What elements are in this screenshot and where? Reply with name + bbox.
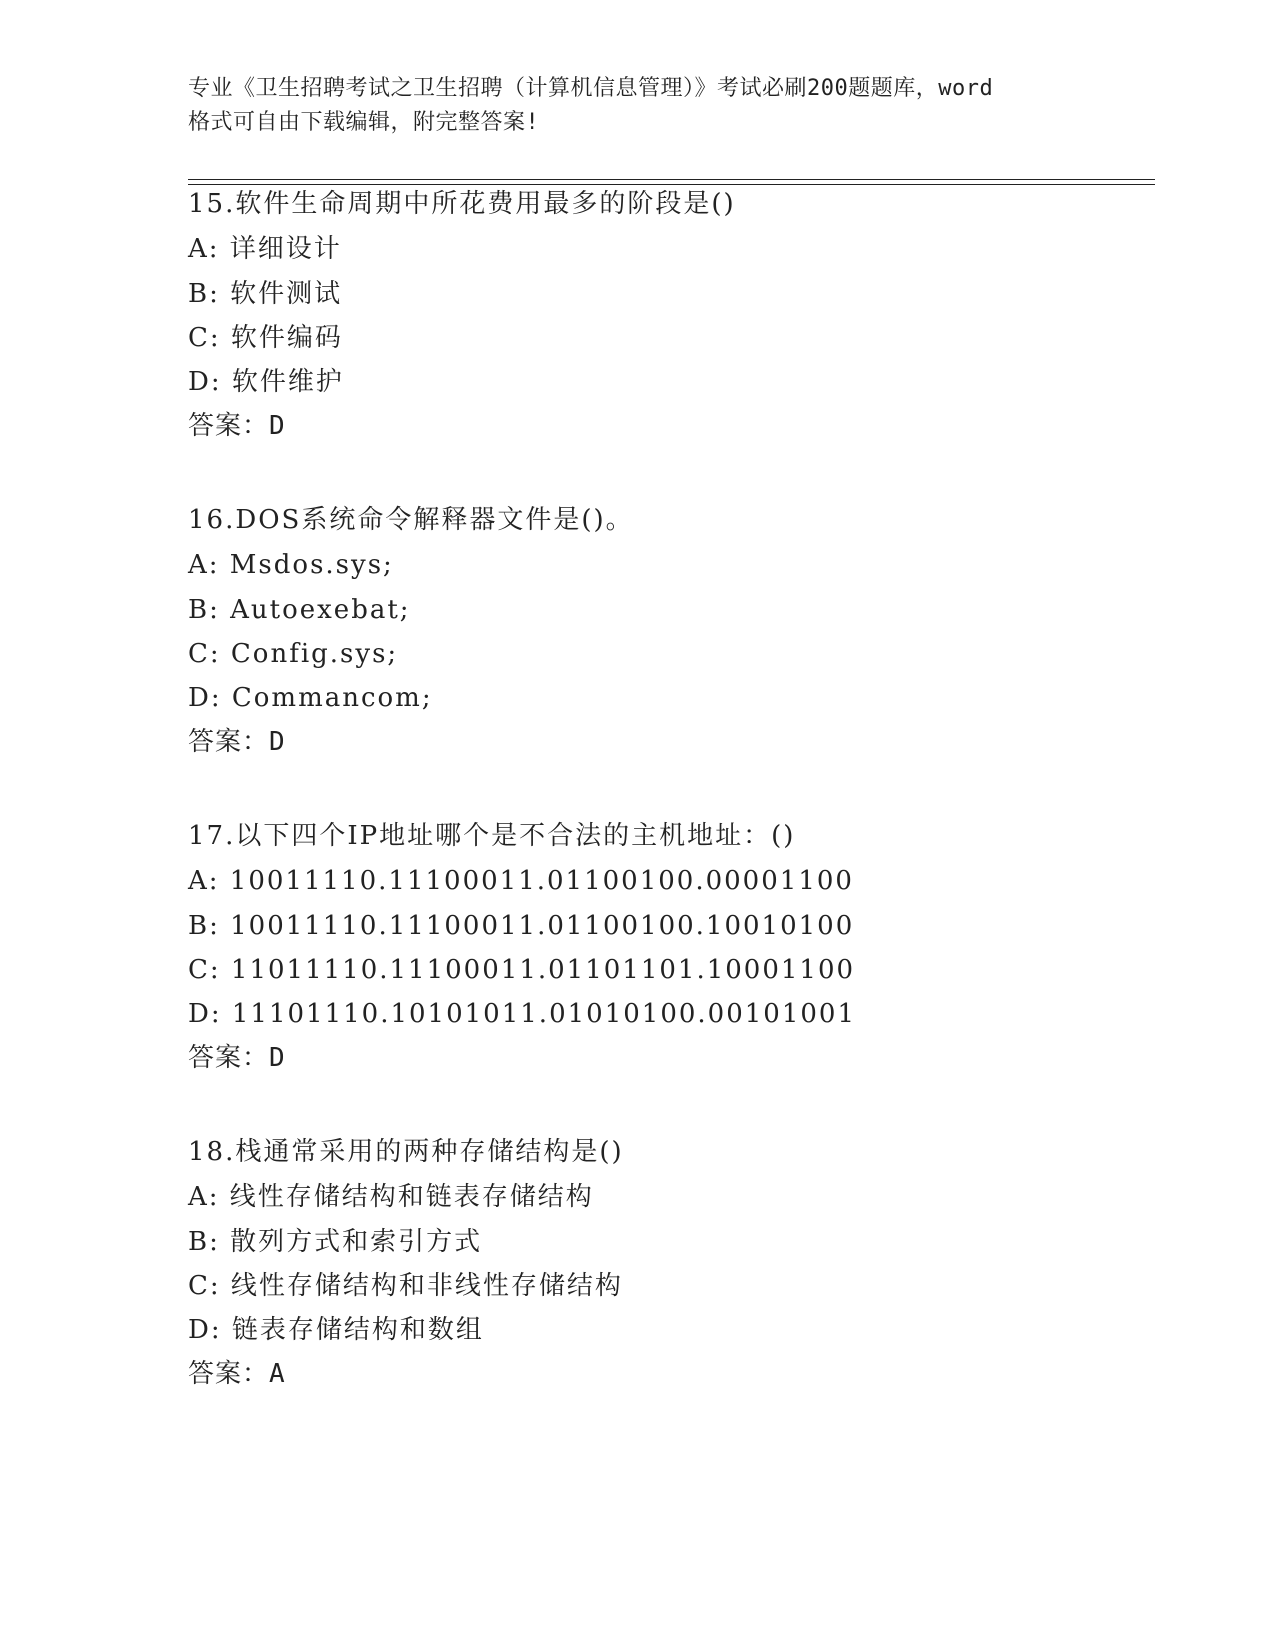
question-stem: 18.栈通常采用的两种存储结构是() <box>188 1137 624 1167</box>
question-stem: 16.DOS系统命令解释器文件是()。 <box>188 505 634 535</box>
header-divider-top <box>188 179 1155 180</box>
option-a: A: 详细设计 <box>188 234 342 264</box>
option-b: B: 散列方式和索引方式 <box>188 1227 483 1257</box>
question-stem: 15.软件生命周期中所花费用最多的阶段是() <box>188 189 736 219</box>
answer-text: 答案：D <box>188 411 286 441</box>
option-a: A: 10011110.11100011.01100100.00001100 <box>188 866 854 896</box>
answer-text: 答案：D <box>188 1043 286 1073</box>
option-b: B: 10011110.11100011.01100100.10010100 <box>188 911 855 941</box>
header-line-1: 专业《卫生招聘考试之卫生招聘（计算机信息管理）》考试必刷200题题库，word <box>188 76 994 101</box>
option-c: C: 11011110.11100011.01101101.10001100 <box>188 955 856 985</box>
answer-text: 答案：A <box>188 1359 286 1389</box>
option-d: D: 软件维护 <box>188 367 344 397</box>
option-d: D: Commancom; <box>188 683 433 713</box>
question-stem: 17.以下四个IP地址哪个是不合法的主机地址：() <box>188 821 796 851</box>
option-b: B: Autoexebat; <box>188 595 411 625</box>
option-c: C: 软件编码 <box>188 323 343 353</box>
header-line-2: 格式可自由下载编辑，附完整答案! <box>188 110 540 135</box>
header-divider-bottom <box>188 184 1155 185</box>
document-header <box>188 72 1088 140</box>
option-a: A: 线性存储结构和链表存储结构 <box>188 1182 594 1212</box>
option-d: D: 11101110.10101011.01010100.00101001 <box>188 999 857 1029</box>
option-b: B: 软件测试 <box>188 279 343 309</box>
option-c: C: Config.sys; <box>188 639 399 669</box>
option-d: D: 链表存储结构和数组 <box>188 1315 484 1345</box>
answer-text: 答案：D <box>188 727 286 757</box>
option-c: C: 线性存储结构和非线性存储结构 <box>188 1271 623 1301</box>
option-a: A: Msdos.sys; <box>188 550 394 580</box>
